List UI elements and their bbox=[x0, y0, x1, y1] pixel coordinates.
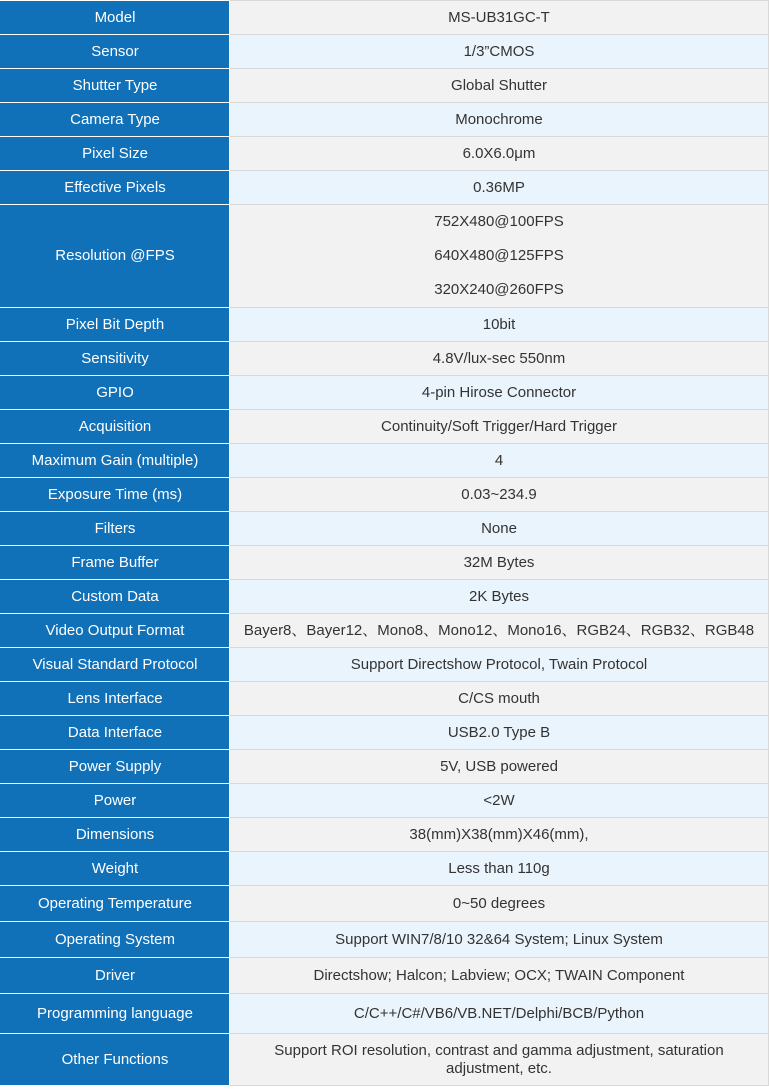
table-row bbox=[1, 410, 769, 444]
table-row bbox=[1, 1, 769, 35]
spec-value: 1/3”CMOS bbox=[463, 42, 535, 60]
spec-label: Model bbox=[1, 1, 230, 35]
spec-label: GPIO bbox=[1, 376, 230, 410]
table-row bbox=[1, 137, 769, 171]
spec-label: Custom Data bbox=[1, 580, 230, 614]
spec-label: Maximum Gain (multiple) bbox=[1, 444, 230, 478]
spec-value: 6.0X6.0μm bbox=[462, 144, 536, 162]
spec-value: 4-pin Hirose Connector bbox=[421, 383, 577, 401]
table-row bbox=[1, 512, 769, 546]
spec-value: Global Shutter bbox=[451, 76, 547, 94]
spec-value: 320X240@260FPS bbox=[434, 281, 564, 298]
table-row bbox=[1, 958, 769, 994]
spec-value-cell bbox=[230, 614, 769, 648]
spec-value: 5V, USB powered bbox=[440, 757, 558, 775]
table-row bbox=[1, 35, 769, 69]
spec-value: Directshow; Halcon; Labview; OCX; TWAIN Component bbox=[313, 966, 685, 984]
spec-value-cell bbox=[230, 1, 769, 35]
table-row bbox=[1, 205, 769, 308]
spec-label: Exposure Time (ms) bbox=[1, 478, 230, 512]
spec-value: Monochrome bbox=[455, 110, 543, 128]
spec-label: Sensor bbox=[1, 35, 230, 69]
spec-value-cell bbox=[230, 69, 769, 103]
spec-label: Frame Buffer bbox=[1, 546, 230, 580]
spec-label: Power bbox=[1, 784, 230, 818]
spec-value-cell bbox=[230, 308, 769, 342]
spec-value-cell bbox=[230, 103, 769, 137]
spec-value: <2W bbox=[483, 791, 515, 809]
table-row bbox=[1, 444, 769, 478]
spec-value: MS-UB31GC-T bbox=[448, 8, 550, 26]
table-row bbox=[1, 852, 769, 886]
spec-value: C/C++/C#/VB6/VB.NET/Delphi/BCB/Python bbox=[353, 1004, 645, 1022]
spec-label: Dimensions bbox=[1, 818, 230, 852]
spec-value: Support WIN7/8/10 32&64 System; Linux System bbox=[335, 930, 663, 948]
spec-label: Resolution @FPS bbox=[1, 205, 230, 308]
spec-value-cell bbox=[230, 342, 769, 376]
spec-label: Video Output Format bbox=[1, 614, 230, 648]
spec-value-cell bbox=[230, 376, 769, 410]
spec-value-cell bbox=[230, 478, 769, 512]
spec-value: 2K Bytes bbox=[468, 587, 530, 605]
spec-value: USB2.0 Type B bbox=[447, 723, 551, 741]
spec-value: Less than 110g bbox=[448, 859, 550, 877]
table-row bbox=[1, 614, 769, 648]
table-row bbox=[1, 342, 769, 376]
table-row bbox=[1, 682, 769, 716]
spec-value: C/CS mouth bbox=[458, 689, 540, 707]
spec-value: Support Directshow Protocol, Twain Protocol bbox=[350, 655, 648, 673]
spec-label: Shutter Type bbox=[1, 69, 230, 103]
spec-label: Operating Temperature bbox=[1, 886, 230, 922]
spec-value-cell bbox=[230, 682, 769, 716]
spec-value-cell bbox=[230, 580, 769, 614]
spec-label: Acquisition bbox=[1, 410, 230, 444]
spec-value: 10bit bbox=[482, 315, 516, 333]
spec-table-body bbox=[1, 1, 769, 1086]
spec-value: Bayer8、Bayer12、Mono8、Mono12、Mono16、RGB24、RGB32、RGB48 bbox=[243, 621, 755, 639]
spec-label: Data Interface bbox=[1, 716, 230, 750]
table-row bbox=[1, 648, 769, 682]
table-row bbox=[1, 103, 769, 137]
spec-value-cell bbox=[230, 922, 769, 958]
spec-value: 640X480@125FPS bbox=[434, 247, 564, 264]
table-row bbox=[1, 546, 769, 580]
table-row bbox=[1, 784, 769, 818]
spec-value: 32M Bytes bbox=[463, 553, 535, 571]
spec-value: Continuity/Soft Trigger/Hard Trigger bbox=[381, 417, 617, 435]
spec-value-cell bbox=[230, 444, 769, 478]
table-row bbox=[1, 69, 769, 103]
spec-label: Pixel Size bbox=[1, 137, 230, 171]
spec-value: 0~50 degrees bbox=[452, 894, 546, 912]
spec-value-cell bbox=[230, 1034, 769, 1086]
spec-value-cell bbox=[230, 852, 769, 886]
spec-label: Other Functions bbox=[1, 1034, 230, 1086]
table-row bbox=[1, 994, 769, 1034]
table-row bbox=[1, 1034, 769, 1086]
spec-value-cell bbox=[230, 994, 769, 1034]
spec-label: Lens Interface bbox=[1, 682, 230, 716]
spec-value-cell bbox=[230, 137, 769, 171]
spec-value-cell bbox=[230, 35, 769, 69]
spec-value-cell bbox=[230, 716, 769, 750]
spec-value: 0.36MP bbox=[473, 178, 525, 196]
spec-value-cell bbox=[230, 958, 769, 994]
table-row bbox=[1, 478, 769, 512]
spec-label: Operating System bbox=[1, 922, 230, 958]
spec-label: Effective Pixels bbox=[1, 171, 230, 205]
spec-value-cell bbox=[230, 784, 769, 818]
table-row bbox=[1, 376, 769, 410]
table-row bbox=[1, 580, 769, 614]
spec-value: 4 bbox=[494, 451, 504, 469]
spec-label: Pixel Bit Depth bbox=[1, 308, 230, 342]
spec-value-cell bbox=[230, 205, 769, 308]
spec-value-cell bbox=[230, 546, 769, 580]
spec-value: 4.8V/lux-sec 550nm bbox=[432, 349, 566, 367]
spec-label: Sensitivity bbox=[1, 342, 230, 376]
spec-value-cell bbox=[230, 171, 769, 205]
spec-label: Visual Standard Protocol bbox=[1, 648, 230, 682]
spec-label: Camera Type bbox=[1, 103, 230, 137]
spec-label: Weight bbox=[1, 852, 230, 886]
spec-value: 752X480@100FPS bbox=[434, 213, 564, 230]
spec-value-cell bbox=[230, 410, 769, 444]
spec-value-cell bbox=[230, 512, 769, 546]
table-row bbox=[1, 308, 769, 342]
table-row bbox=[1, 886, 769, 922]
spec-label: Filters bbox=[1, 512, 230, 546]
spec-value-cell bbox=[230, 886, 769, 922]
table-row bbox=[1, 750, 769, 784]
spec-value-cell bbox=[230, 750, 769, 784]
spec-value: 0.03~234.9 bbox=[461, 485, 537, 503]
table-row bbox=[1, 171, 769, 205]
spec-value-cell bbox=[230, 818, 769, 852]
table-row bbox=[1, 922, 769, 958]
table-row bbox=[1, 716, 769, 750]
spec-value: Support ROI resolution, contrast and gamma adjustment, saturation adjustment, etc. bbox=[274, 1041, 724, 1077]
spec-label: Driver bbox=[1, 958, 230, 994]
spec-value-cell bbox=[230, 648, 769, 682]
spec-label: Power Supply bbox=[1, 750, 230, 784]
spec-value: None bbox=[481, 519, 517, 537]
spec-label: Programming language bbox=[1, 994, 230, 1034]
table-row bbox=[1, 818, 769, 852]
spec-value: 38(mm)X38(mm)X46(mm), bbox=[409, 825, 589, 843]
